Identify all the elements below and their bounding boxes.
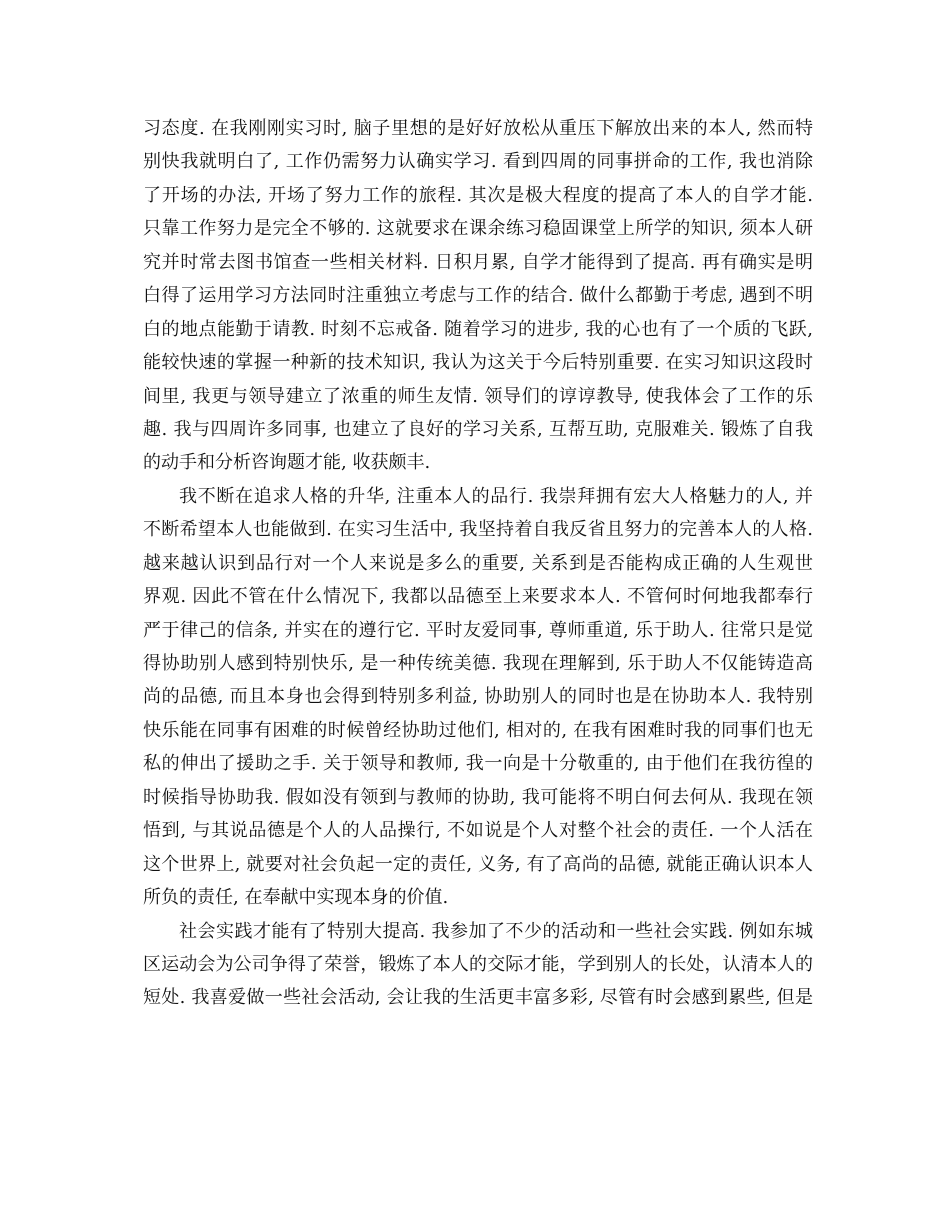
paragraph-2 <box>143 480 813 915</box>
text-line: 私的伸出了援助之手. 关于领导和教师, 我一向是十分敬重的, 由于他们在我彷徨的 <box>143 753 813 775</box>
text-line: 别快我就明白了, 工作仍需努力认确实学习. 看到四周的同事拼命的工作, 我也消除 <box>143 151 813 173</box>
text-line: 时候指导协助我. 假如没有领到与教师的协助, 我可能将不明白何去何从. 我现在领 <box>143 786 813 808</box>
text-line: 社会实践才能有了特别大提高. 我参加了不少的活动和一些社会实践. 例如东城 <box>179 920 813 942</box>
text-line: 的动手和分析咨询题才能, 收获颇丰. <box>143 452 431 474</box>
text-line: 能较快速的掌握一种新的技术知识, 我认为这关于今后特别重要. 在实习知识这段时 <box>143 352 813 374</box>
text-line: 白得了运用学习方法同时注重独立考虑与工作的结合. 做什么都勤于考虑, 遇到不明 <box>143 285 813 307</box>
text-line: 只靠工作努力是完全不够的. 这就要求在课余练习稳固课堂上所学的知识, 须本人研 <box>143 218 813 240</box>
text-line: 间里, 我更与领导建立了浓重的师生友情. 领导们的谆谆教导, 使我体会了工作的乐 <box>143 385 813 407</box>
text-line: 界观. 因此不管在什么情况下, 我都以品德至上来要求本人. 不管何时何地我都奉行 <box>143 586 813 608</box>
text-line: 习态度. 在我刚刚实习时, 脑子里想的是好好放松从重压下解放出来的本人, 然而特 <box>143 118 813 139</box>
text-line: 白的地点能勤于请教. 时刻不忘戒备. 随着学习的进步, 我的心也有了一个质的飞跃, <box>143 318 813 340</box>
text-line: 得协助别人感到特别快乐, 是一种传统美德. 我现在理解到, 乐于助人不仅能铸造高 <box>143 653 813 674</box>
text-line: 区运动会为公司争得了荣誉，锻炼了本人的交际才能，学到别人的长处，认清本人的 <box>143 953 813 975</box>
text-line: 悟到, 与其说品德是个人的人品操行, 不如说是个人对整个社会的责任. 一个人活在 <box>143 820 813 842</box>
text-line: 短处. 我喜爱做一些社会活动, 会让我的生活更丰富多彩, 尽管有时会感到累些, 但是 <box>143 987 813 1009</box>
paragraph-1 <box>143 112 813 480</box>
body-text <box>143 112 813 1015</box>
text-line: 越来越认识到品行对一个人来说是多么的重要, 关系到是否能构成正确的人生观世 <box>143 552 813 574</box>
text-line: 严于律己的信条, 并实在的遵行它. 平时友爱同事, 尊师重道, 乐于助人. 往常只是觉 <box>143 619 813 641</box>
text-line: 趣. 我与四周许多同事, 也建立了良好的学习关系, 互帮互助, 克服难关. 锻炼了自我 <box>143 418 813 440</box>
text-line: 我不断在追求人格的升华, 注重本人的品行. 我崇拜拥有宏大人格魅力的人, 并 <box>179 485 813 507</box>
text-line: 快乐能在同事有困难的时候曾经协助过他们, 相对的, 在我有困难时我的同事们也无 <box>143 719 813 741</box>
text-line: 究并时常去图书馆查一些相关材料. 日积月累, 自学才能得到了提高. 再有确实是明 <box>143 251 813 273</box>
text-line: 尚的品德, 而且本身也会得到特别多利益, 协助别人的同时也是在协助本人. 我特别 <box>143 686 813 708</box>
text-line: 这个世界上, 就要对社会负起一定的责任, 义务, 有了高尚的品德, 就能正确认识本人 <box>143 853 813 875</box>
text-line: 不断希望本人也能做到. 在实习生活中, 我坚持着自我反省且努力的完善本人的人格. <box>143 519 813 541</box>
paragraph-3 <box>143 915 813 1015</box>
text-line: 了开场的办法, 开场了努力工作的旅程. 其次是极大程度的提高了本人的自学才能. <box>143 184 813 206</box>
text-line: 所负的责任, 在奉献中实现本身的价值. <box>143 887 449 909</box>
